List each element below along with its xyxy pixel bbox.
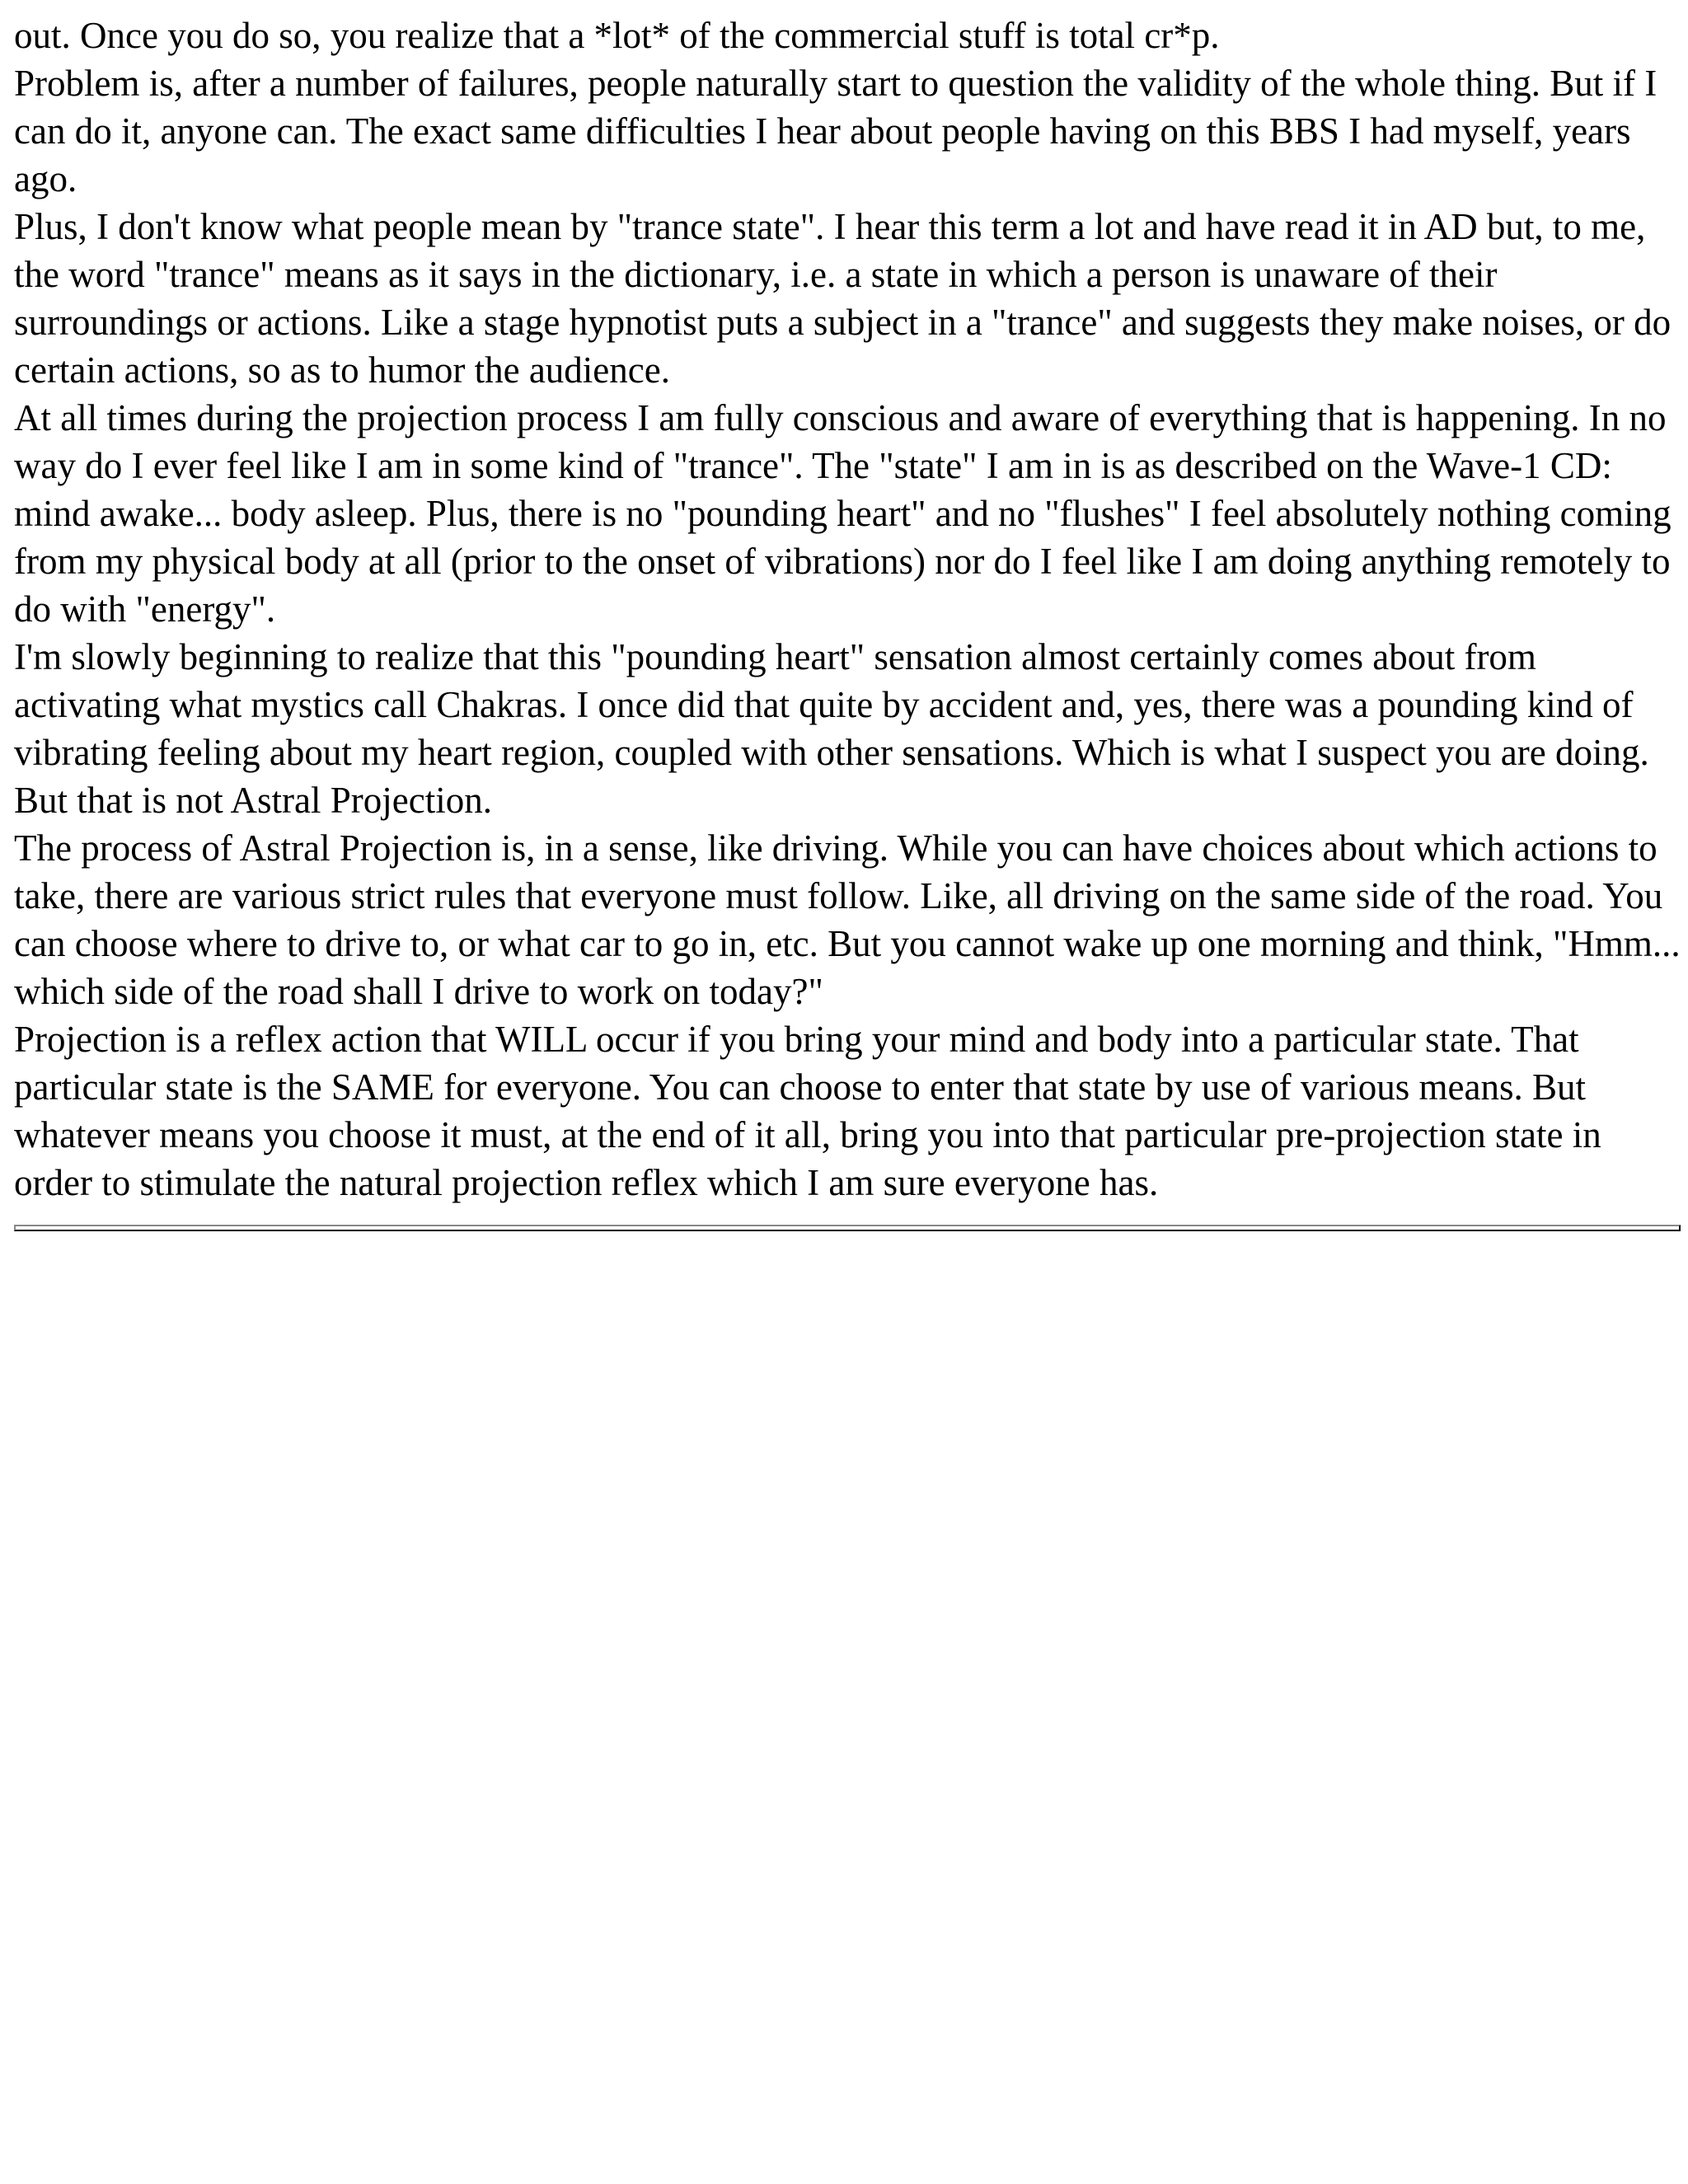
paragraph-5: I'm slowly beginning to realize that this "pounding heart" sensation almost certainly comes about from activating what mystics call Chakras. I once did that quite by accident and, yes, there was a pounding kind of vibrating feeling about my heart region, coupled with other sensations. Which is what I suspect you are doing. But that is not Astral Projection. [14, 636, 1649, 821]
paragraph-4: At all times during the projection process I am fully conscious and aware of everything that is happening. In no way do I ever feel like I am in some kind of "trance". The "state" I am in is as described on the Wave-1 CD: mind awake... body asleep. Plus, there is no "pounding heart" and no "flushes" I feel absolutely nothing coming from my physical body at all (prior to the onset of vibrations) nor do I feel like I am doing anything remotely to do with "energy". [14, 397, 1672, 630]
paragraph-1: out. Once you do so, you realize that a *lot* of the commercial stuff is total cr*p. [14, 15, 1220, 56]
paragraph-3: Plus, I don't know what people mean by "trance state". I hear this term a lot and have read it in AD but, to me, the word "trance" means as it says in the dictionary, i.e. a state in which a person is unaware of their surroundings or actions. Like a stage hypnotist puts a subject in a "trance" and suggests they make noises, or do certain actions, so as to humor the audience. [14, 206, 1672, 391]
document-body [14, 12, 1682, 1207]
paragraph-2: Problem is, after a number of failures, people naturally start to question the validity of the whole thing. But if I can do it, anyone can. The exact same difficulties I hear about people having on this BBS I had myself, years ago. [14, 63, 1658, 199]
horizontal-rule-divider [14, 1225, 1681, 1231]
paragraph-6: The process of Astral Projection is, in a sense, like driving. While you can have choices about which actions to take, there are various strict rules that everyone must follow. Like, all driving on the same side of the road. You can choose where to drive to, or what car to go in, etc. But you cannot wake up one morning and think, "Hmm... which side of the road shall I drive to work on today?" [14, 827, 1681, 1012]
paragraph-7: Projection is a reflex action that WILL occur if you bring your mind and body into a particular state. That particular state is the SAME for everyone. You can choose to enter that state by use of various means. But whatever means you choose it must, at the end of it all, bring you into that particular pre-projection state in order to stimulate the natural projection reflex which I am sure everyone has. [14, 1019, 1601, 1203]
